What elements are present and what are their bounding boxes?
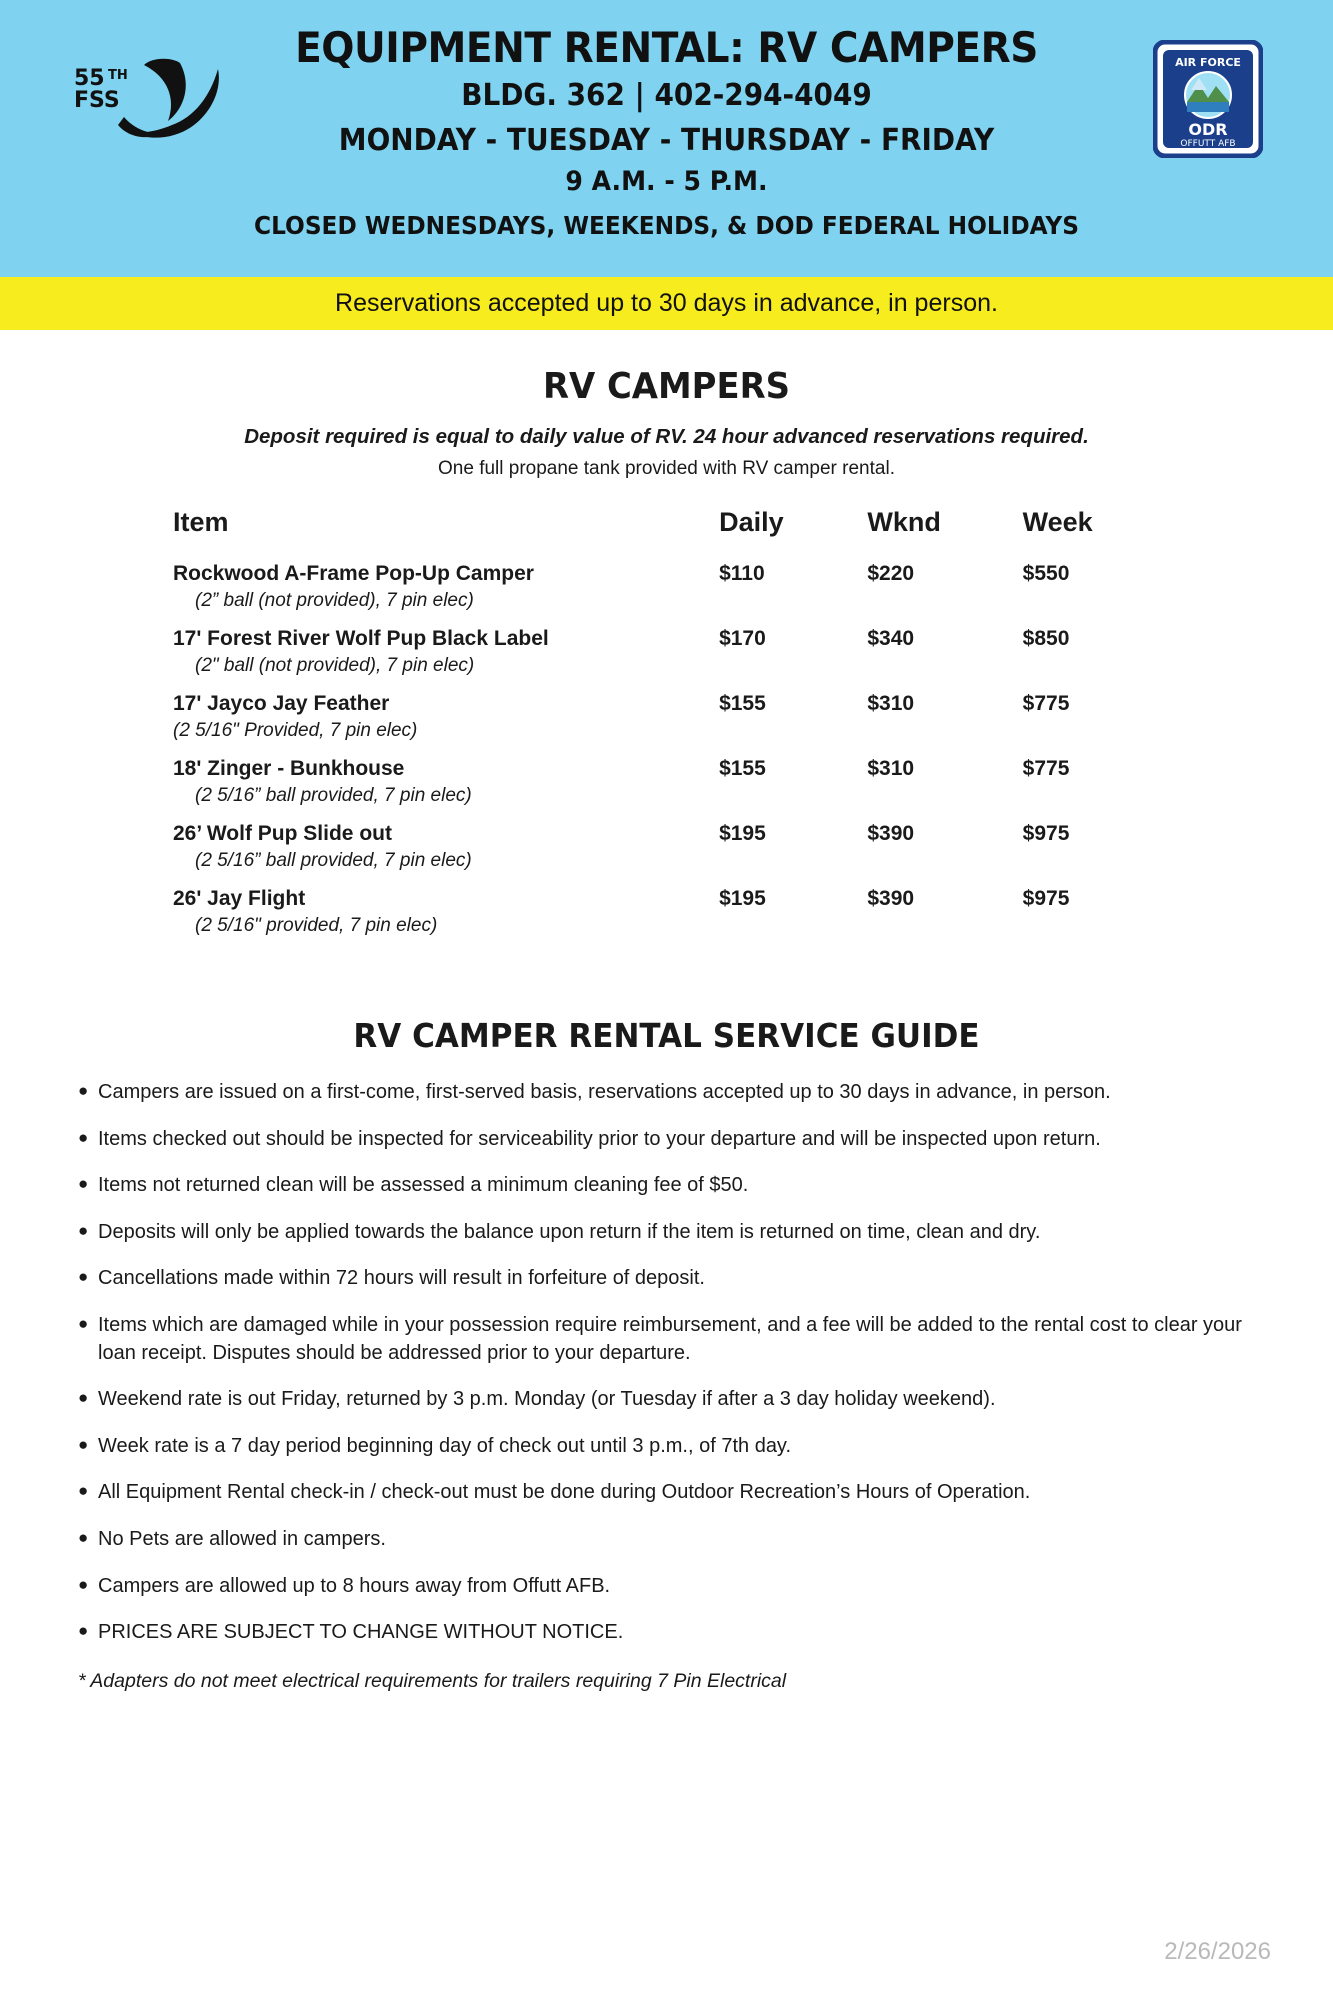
svg-text:55: 55	[74, 66, 105, 91]
week-price: $775	[1022, 757, 1070, 780]
propane-note: One full propane tank provided with RV camper rental.	[438, 458, 895, 479]
table-row	[172, 808, 1172, 873]
bullet-icon: ●	[78, 1388, 89, 1408]
item-detail: (2 5/16" Provided, 7 pin elec)	[173, 720, 418, 741]
reservation-banner	[0, 277, 1333, 330]
table-header-row	[172, 506, 1172, 548]
svg-text:TH: TH	[108, 68, 128, 83]
list-item	[78, 1433, 1263, 1461]
service-guide-heading: RV CAMPER RENTAL SERVICE GUIDE	[353, 1016, 980, 1055]
list-item-text: No Pets are allowed in campers.	[98, 1527, 386, 1550]
header-band	[0, 0, 1333, 277]
list-item	[78, 1079, 1263, 1107]
daily-price: $155	[719, 692, 766, 715]
daily-price: $195	[719, 887, 766, 910]
list-item	[78, 1573, 1263, 1601]
wknd-price: $310	[867, 757, 915, 780]
wknd-price: $390	[867, 887, 915, 910]
table-row	[172, 743, 1172, 808]
odr-offutt-afb-patch	[1153, 40, 1263, 158]
header-building-phone: BLDG. 362 | 402-294-4049	[461, 78, 872, 114]
list-item-text: Items which are damaged while in your possession require reimbursement, and a fee will be added to the rental cost to clear your loan receipt. Disputes should be addressed prior to your departure.	[98, 1313, 1242, 1364]
list-item-text: All Equipment Rental check-in / check-out must be done during Outdoor Recreation’s Hours of Operation.	[98, 1481, 1031, 1504]
item-detail: (2” ball (not provided), 7 pin elec)	[195, 590, 474, 611]
list-item-text: Items not returned clean will be assessed a minimum cleaning fee of $50.	[98, 1174, 749, 1197]
week-price: $775	[1022, 692, 1070, 715]
item-name-cell	[172, 743, 718, 808]
column-header-item: Item	[173, 507, 229, 537]
adapter-footnote: * Adapters do not meet electrical requirements for trailers requiring 7 Pin Electrical	[78, 1669, 787, 1692]
rv-price-table	[172, 506, 1172, 938]
bullet-icon: ●	[78, 1267, 89, 1287]
bullet-icon: ●	[78, 1481, 89, 1501]
column-header-daily: Daily	[719, 507, 784, 537]
list-item-text: Week rate is a 7 day period beginning day of check out until 3 p.m., of 7th day.	[98, 1434, 792, 1457]
list-item-text: PRICES ARE SUBJECT TO CHANGE WITHOUT NOTICE.	[98, 1621, 624, 1644]
svg-text:FSS: FSS	[74, 88, 120, 113]
week-price: $550	[1022, 562, 1070, 585]
list-item	[78, 1265, 1263, 1293]
item-name: 18' Zinger - Bunkhouse	[173, 757, 405, 780]
bullet-icon: ●	[78, 1434, 89, 1454]
daily-price: $170	[719, 627, 766, 650]
list-item	[78, 1126, 1263, 1154]
page-title: EQUIPMENT RENTAL: RV CAMPERS	[295, 23, 1038, 72]
item-detail: (2 5/16” ball provided, 7 pin elec)	[195, 785, 472, 806]
bullet-icon: ●	[78, 1313, 89, 1333]
item-name-cell	[172, 548, 718, 613]
deposit-note: Deposit required is equal to daily value of RV. 24 hour advanced reservations required.	[244, 425, 1089, 448]
wknd-price: $310	[867, 692, 915, 715]
week-price: $850	[1022, 627, 1070, 650]
list-item	[78, 1526, 1263, 1554]
column-header-wknd: Wknd	[867, 507, 941, 537]
header-closed-notice: CLOSED WEDNESDAYS, WEEKENDS, & DOD FEDERAL HOLIDAYS	[254, 211, 1079, 241]
svg-text:ODR: ODR	[1188, 120, 1228, 139]
service-guide-list	[0, 1079, 1333, 1647]
main-content	[0, 366, 1333, 1693]
item-name: 17' Forest River Wolf Pup Black Label	[173, 627, 549, 650]
table-row	[172, 613, 1172, 678]
bullet-icon: ●	[78, 1174, 89, 1194]
list-item	[78, 1386, 1263, 1414]
item-detail: (2" ball (not provided), 7 pin elec)	[195, 655, 475, 676]
daily-price: $195	[719, 822, 766, 845]
list-item	[78, 1479, 1263, 1507]
reservation-banner-text: Reservations accepted up to 30 days in advance, in person.	[335, 289, 998, 317]
item-name: Rockwood A-Frame Pop-Up Camper	[173, 562, 534, 585]
week-price: $975	[1022, 822, 1070, 845]
bullet-icon: ●	[78, 1081, 89, 1100]
list-item-text: Weekend rate is out Friday, returned by 3 p.m. Monday (or Tuesday if after a 3 day holiday weekend).	[98, 1388, 996, 1411]
item-name-cell	[172, 678, 718, 743]
bullet-icon: ●	[78, 1621, 89, 1641]
item-name-cell	[172, 808, 718, 873]
column-header-week: Week	[1022, 507, 1093, 537]
bullet-icon: ●	[78, 1527, 89, 1547]
list-item	[78, 1172, 1263, 1200]
bullet-icon: ●	[78, 1574, 89, 1594]
header-days: MONDAY - TUESDAY - THURSDAY - FRIDAY	[338, 123, 995, 159]
list-item	[78, 1219, 1263, 1247]
table-row	[172, 678, 1172, 743]
date-stamp: 2/26/2026	[1164, 1938, 1271, 1965]
header-hours: 9 A.M. - 5 P.M.	[565, 166, 768, 198]
list-item-text: Cancellations made within 72 hours will result in forfeiture of deposit.	[98, 1267, 705, 1290]
daily-price: $155	[719, 757, 766, 780]
bullet-icon: ●	[78, 1220, 89, 1240]
table-row	[172, 873, 1172, 938]
item-name-cell	[172, 873, 718, 938]
list-item-text: Deposits will only be applied towards the balance upon return if the item is returned on time, clean and dry.	[98, 1220, 1041, 1243]
svg-text:OFFUTT AFB: OFFUTT AFB	[1180, 139, 1236, 149]
item-detail: (2 5/16” ball provided, 7 pin elec)	[195, 850, 472, 871]
item-name: 26' Jay Flight	[173, 887, 306, 910]
list-item-text: Campers are allowed up to 8 hours away from Offutt AFB.	[98, 1574, 611, 1597]
svg-text:AIR FORCE: AIR FORCE	[1175, 56, 1241, 69]
daily-price: $110	[719, 562, 765, 585]
list-item-text: Campers are issued on a first-come, first-served basis, reservations accepted up to 30 days in advance, in person.	[98, 1081, 1111, 1103]
list-item-text: Items checked out should be inspected for serviceability prior to your departure and will be inspected upon return.	[98, 1127, 1101, 1150]
wknd-price: $340	[867, 627, 915, 650]
wknd-price: $390	[867, 822, 915, 845]
item-name: 17' Jayco Jay Feather	[173, 692, 390, 715]
table-row	[172, 548, 1172, 613]
item-name-cell	[172, 613, 718, 678]
bullet-icon: ●	[78, 1127, 89, 1147]
list-item	[78, 1619, 1263, 1647]
wknd-price: $220	[867, 562, 915, 585]
item-name: 26’ Wolf Pup Slide out	[173, 822, 392, 845]
item-detail: (2 5/16" provided, 7 pin elec)	[195, 915, 438, 936]
rv-campers-heading: RV CAMPERS	[542, 366, 791, 407]
week-price: $975	[1022, 887, 1070, 910]
list-item	[78, 1312, 1263, 1367]
